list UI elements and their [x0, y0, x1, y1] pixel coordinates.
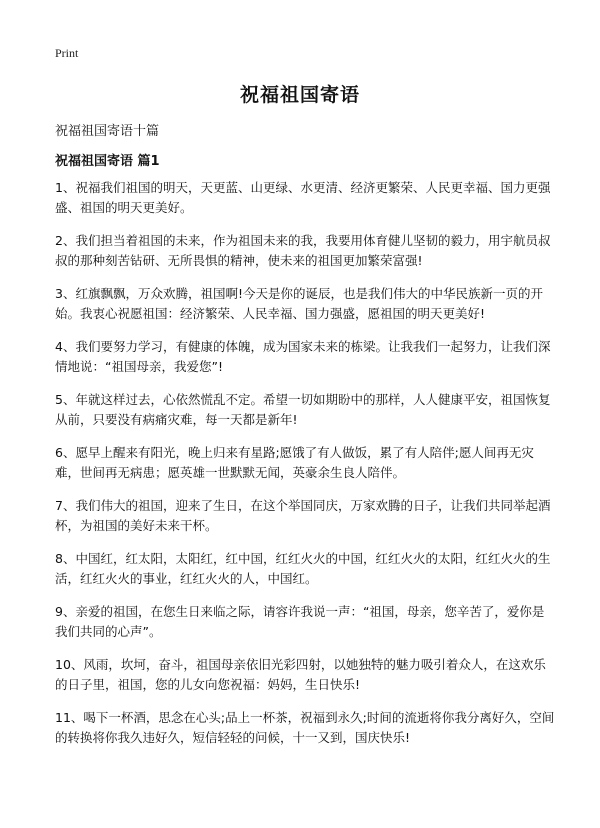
- section-heading: 祝福祖国寄语 篇1: [55, 154, 160, 169]
- paragraph: 6、愿早上醒来有阳光，晚上归来有星路;愿饿了有人做饭，累了有人陪伴;愿人间再无灾难，世间再无病患；愿英雄一世默默无闻，英豪余生良人陪伴。: [55, 445, 534, 480]
- paragraph: 1、祝福我们祖国的明天，天更蓝、山更绿、水更清、经济更繁荣、人民更幸福、国力更强盛、祖国的明天更美好。: [55, 180, 551, 215]
- paragraph: 4、我们要努力学习，有健康的体魄，成为国家未来的栋梁。让我我们一起努力，让我们深情地说：“祖国母亲，我爱您”!: [55, 339, 551, 374]
- page-title: 祝福祖国寄语: [239, 84, 360, 106]
- paragraph: 7、我们伟大的祖国，迎来了生日，在这个举国同庆，万家欢腾的日子，让我们共同举起酒杯，为祖国的美好未来干杯。: [55, 498, 551, 533]
- paragraph: 3、红旗飘飘，万众欢腾，祖国啊!今天是你的诞辰，也是我们伟大的中华民族新一页的开始。我衷心祝愿祖国：经济繁荣、人民幸福、国力强盛，愿祖国的明天更美好!: [55, 286, 543, 321]
- print-link[interactable]: Print: [55, 46, 79, 60]
- paragraph: 10、风雨，坎坷，奋斗，祖国母亲依旧光彩四射，以她独特的魅力吸引着众人，在这欢乐的日子里，祖国，您的儿女向您祝福：妈妈，生日快乐!: [55, 657, 546, 692]
- document-subtitle: 祝福祖国寄语十篇: [55, 124, 160, 139]
- paragraph: 8、中国红，红太阳，太阳红，红中国，红红火火的中国，红红火火的太阳，红红火火的生活，红红火火的事业，红红火火的人，中国红。: [55, 551, 551, 586]
- paragraph: 9、亲爱的祖国，在您生日来临之际，请容许我说一声：“祖国，母亲，您辛苦了，爱你是我们共同的心声”。: [55, 604, 545, 639]
- paragraph: 5、年就这样过去，心依然慌乱不定。希望一切如期盼中的那样，人人健康平安，祖国恢复从前，只要没有病痛灾难，每一天都是新年!: [55, 392, 551, 427]
- paragraph: 11、喝下一杯酒，思念在心头;品上一杯茶，祝福到永久;时间的流逝将你我分离好久，空间的转换将你我久违好久，短信轻轻的问候，十一又到，国庆快乐!: [55, 710, 555, 745]
- article-body: [55, 178, 555, 761]
- paragraph: 2、我们担当着祖国的未来，作为祖国未来的我，我要用体育健儿坚韧的毅力，用宇航员叔叔的那种刻苦钻研、无所畏惧的精神，使未来的祖国更加繁荣富强!: [55, 233, 551, 268]
